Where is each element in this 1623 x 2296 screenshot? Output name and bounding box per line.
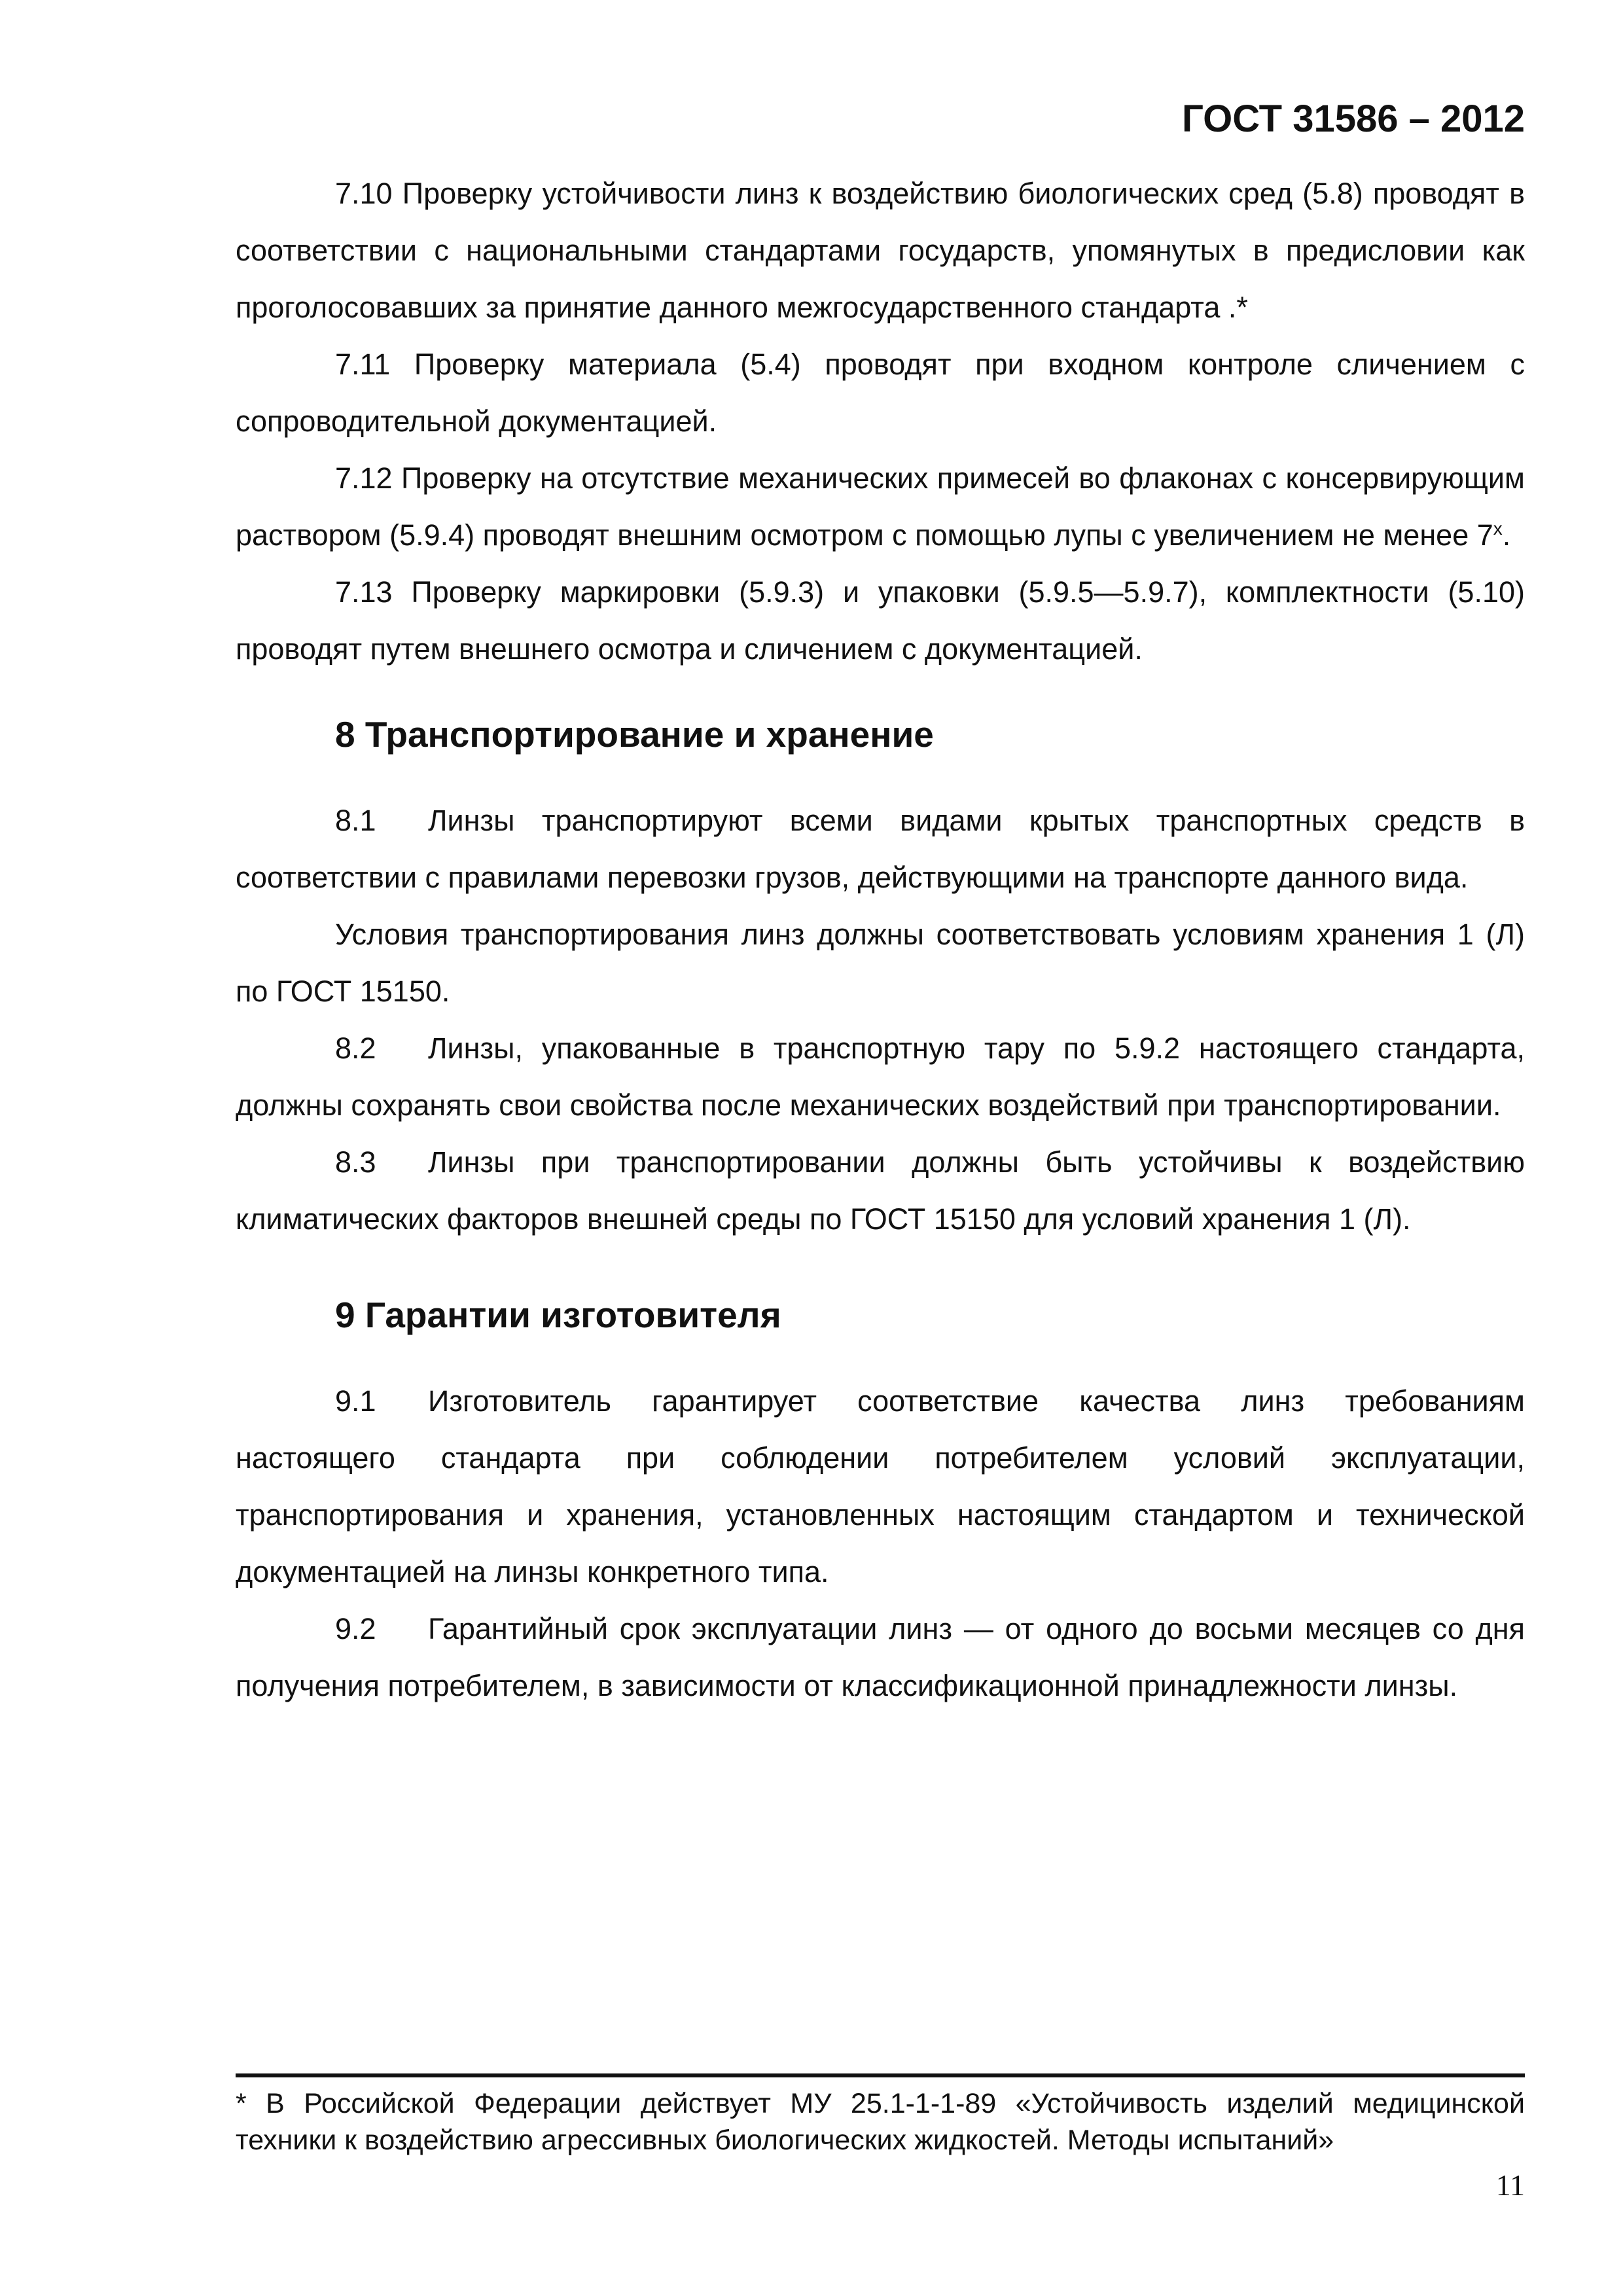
paragraph-number: 7.10 <box>335 177 393 210</box>
superscript-x: x <box>1493 518 1503 539</box>
paragraph-number: 9.1 <box>335 1384 376 1418</box>
document-body <box>236 165 1525 1714</box>
paragraph-number: 8.3 <box>335 1145 376 1179</box>
paragraph-text: Проверку на отсутствие механических примесей во флаконах с консервирующим раствором (5.9.4) проводят внешним осмотром с помощью лупы с увеличением не менее 7 <box>236 461 1525 552</box>
paragraph-7-11 <box>236 336 1525 450</box>
paragraph-number: 9.2 <box>335 1612 376 1645</box>
paragraph-text: Проверку материала (5.4) проводят при входном контроле сличением с сопроводительной документацией. <box>236 348 1525 438</box>
paragraph-8-2 <box>236 1020 1525 1134</box>
paragraph-number: 8.1 <box>335 804 376 837</box>
paragraph-text: Линзы, упакованные в транспортную тару по 5.9.2 настоящего стандарта, должны сохранять свои свойства после механических воздействий при транспортировании. <box>236 1031 1525 1122</box>
paragraph-number: 8.2 <box>335 1031 376 1065</box>
paragraph-9-1 <box>236 1372 1525 1600</box>
footnote: * В Российской Федерации действует МУ 25.1-1-1-89 «Устойчивость изделий медицинской техники к воздействию агрессивных биологических жидкостей. Методы испытаний» <box>236 2073 1525 2159</box>
paragraph-8-3 <box>236 1134 1525 1247</box>
page-number: 11 <box>1495 2168 1525 2202</box>
paragraph-number: 7.13 <box>335 575 393 609</box>
paragraph-7-13 <box>236 564 1525 677</box>
paragraph-text: Гарантийный срок эксплуатации линз — от одного до восьми месяцев со дня получения потребителем, в зависимости от классификационной принадлежности линзы. <box>236 1612 1525 1702</box>
paragraph-number: 7.12 <box>335 461 393 495</box>
paragraph-number: 7.11 <box>335 348 391 381</box>
section-9-heading: 9 Гарантии изготовителя <box>335 1295 781 1335</box>
section-8-heading: 8 Транспортирование и хранение <box>335 714 934 755</box>
paragraph-9-2 <box>236 1600 1525 1714</box>
paragraph-text: Линзы при транспортировании должны быть устойчивы к воздействию климатических факторов внешней среды по ГОСТ 15150 для условий хранения 1 (Л). <box>236 1145 1525 1236</box>
paragraph-text: Изготовитель гарантирует соответствие качества линз требованиям настоящего стандарта при соблюдении потребителем условий эксплуатации, транспортирования и хранения, установленных настоящим стандартом и технической документацией на линзы конкретного типа. <box>236 1384 1525 1588</box>
paragraph-7-10 <box>236 165 1525 336</box>
paragraph-tail: . <box>1502 518 1511 552</box>
paragraph-8-1 <box>236 792 1525 906</box>
paragraph-text: Линзы транспортируют всеми видами крытых транспортных средств в соответствии с правилами перевозки грузов, действующими на транспорте данного вида. <box>236 804 1525 894</box>
paragraph-text: Проверку устойчивости линз к воздействию биологических сред (5.8) проводят в соответствии с национальными стандартами государств, упомянутых в предисловии как проголосовавших за принятие данного межгосударственного стандарта .* <box>236 177 1525 324</box>
paragraph-text: Проверку маркировки (5.9.3) и упаковки (5.9.5—5.9.7), комплектности (5.10) проводят путем внешнего осмотра и сличением с документацией. <box>236 575 1525 666</box>
paragraph-8-1-continued: Условия транспортирования линз должны соответствовать условиям хранения 1 (Л) по ГОСТ 15150. <box>236 918 1525 1008</box>
paragraph-7-12 <box>236 450 1525 564</box>
document-id-header: ГОСТ 31586 – 2012 <box>1181 98 1525 140</box>
